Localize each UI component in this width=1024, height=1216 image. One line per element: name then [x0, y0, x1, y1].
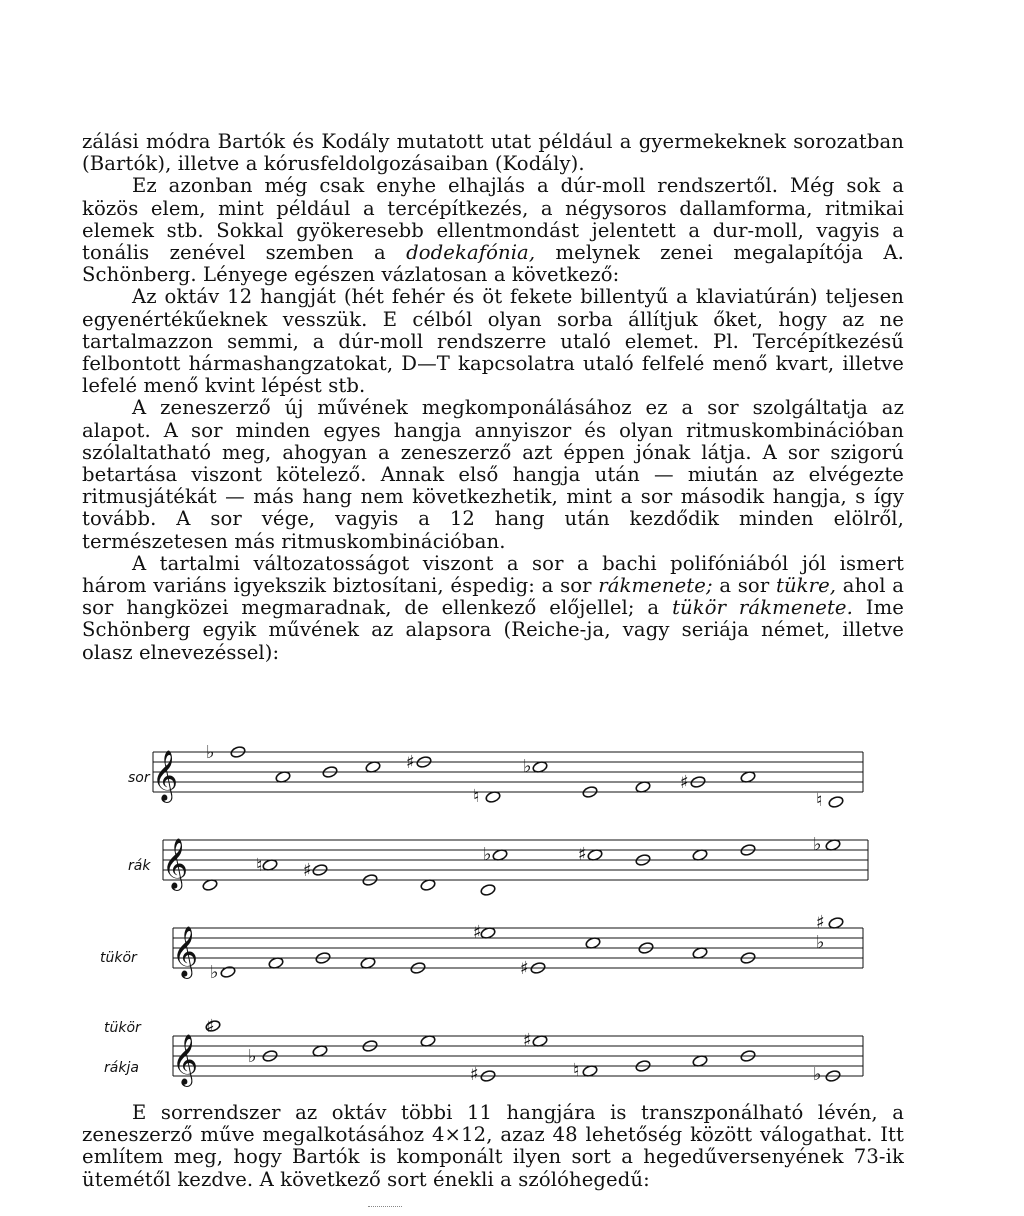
svg-text:♭: ♭ — [813, 834, 822, 855]
svg-text:♭: ♭ — [210, 962, 219, 983]
paragraph-2 — [82, 175, 904, 286]
paragraph-5-tail: Ime Schönberg egyik művének az alapsora (Reiche-ja, vagy seriája német, illetve olasz elnevezéssel): — [82, 596, 905, 664]
term-tukor-rakmenete: tükör rákmenete. — [672, 596, 853, 620]
svg-text:♭: ♭ — [248, 1046, 257, 1067]
staff-sor — [153, 752, 863, 792]
paragraph-5-mid-1: a sor — [712, 574, 776, 598]
music-example — [98, 740, 898, 1090]
treble-clef-icon: 𝄞 — [152, 750, 179, 801]
staff-label-rak: rák — [128, 858, 151, 874]
term-tukre: tükre, — [775, 574, 837, 598]
staff-label-tukor: tükör — [100, 950, 137, 966]
svg-text:♯: ♯ — [520, 958, 529, 979]
paragraph-5 — [82, 553, 904, 664]
page-footer-mark — [368, 1206, 402, 1209]
paragraph-3: Az oktáv 12 hangját (hét fehér és öt fekete billentyű a klaviatúrán) teljesen egyenértékűeknek vesszük. E célból olyan sorba állítjuk őket, hogy az ne tartalmazzon semmi, a dúr-moll rendszerre utaló elemet. Pl. Tercépítkezésű felbontott hármashangzatokat, D—T kapcsolatra utaló felfelé menő kvart, illetve lefelé menő kvint lépést stb. — [82, 285, 904, 398]
staff-tukor — [173, 928, 863, 968]
accidentals — [206, 742, 825, 1085]
svg-text:♭: ♭ — [483, 844, 492, 865]
svg-text:♯: ♯ — [680, 772, 689, 793]
svg-text:♮: ♮ — [256, 855, 263, 876]
treble-clef-icon: 𝄞 — [172, 926, 199, 977]
treble-clef-icon: 𝄞 — [172, 1034, 199, 1085]
staff-label-tukor-2: tükör — [104, 1020, 141, 1036]
svg-text:♭: ♭ — [813, 1064, 822, 1085]
svg-text:♯: ♯ — [303, 860, 312, 881]
paragraph-5-text: A tartalmi változatosságot viszont a sor a bachi polifóniából jól ismert három variáns igyekszik biztosítani, éspedig: a sor — [82, 551, 904, 598]
paragraph-5-mid-2: ahol a sor hangközei megmaradnak, de ellenkező előjellel; a — [82, 574, 905, 620]
term-dodekafonia: dodekafónia, — [406, 241, 536, 265]
body-text-bottom — [82, 1102, 904, 1191]
svg-text:♭: ♭ — [523, 756, 532, 777]
svg-text:♯: ♯ — [578, 844, 587, 865]
svg-text:♯: ♯ — [470, 1064, 479, 1085]
paragraph-6: E sorrendszer az oktáv többi 11 hangjára is transzponálható lévén, a zeneszerző műve megalkotásához 4×12, azaz 48 lehetőség között válogathat. Itt említem meg, hogy Bartók is komponált ilyen sort a hegedűversenyének 73-ik ütemétől kezdve. A következő sort énekli a szólóhegedű: — [82, 1101, 904, 1191]
staff-label-rakja: rákja — [104, 1060, 139, 1076]
svg-text:♮: ♮ — [473, 786, 480, 807]
svg-text:♯: ♯ — [816, 912, 825, 933]
svg-text:♯: ♯ — [523, 1030, 532, 1051]
svg-text:♭: ♭ — [206, 742, 215, 763]
body-text-top — [82, 131, 904, 664]
paragraph-4: A zeneszerző új művének megkomponálásához ez a sor szolgáltatja az alapot. A sor minden egyes hangja annyiszor és olyan ritmuskombinációban szólaltatható meg, ahogyan a zeneszerző azt éppen jónak látja. A sor szigorú betartása viszont kötelező. Annak első hangja után — miután az elvégezte ritmusjátékát — más hang nem következhetik, mint a sor második hangja, s így tovább. A sor vége, vagyis a 12 hang után kezdődik minden elölről, természetesen más ritmuskombinációban. — [82, 396, 904, 553]
paragraph-1: zálási módra Bartók és Kodály mutatott utat például a gyermekeknek sorozatban (Bartók), illetve a kórusfeldolgozásaiban (Kodály). — [82, 130, 904, 176]
paragraph-2-tail: melynek zenei megalapítója A. Schönberg. Lényege egészen vázlatosan a következő: — [82, 241, 904, 287]
svg-text:♯: ♯ — [206, 1016, 215, 1037]
treble-clef-icon: 𝄞 — [162, 838, 189, 889]
svg-text:♯: ♯ — [406, 752, 415, 773]
term-rakmenete: rákmenete; — [598, 574, 713, 598]
paragraph-2-text: Ez azonban még csak enyhe elhajlás a dúr-moll rendszertől. Még sok a közös elem, mint például a tercépítkezés, a négysoros dallamforma, ritmikai elemek stb. Sokkal gyökeresebb ellentmondást jelentett a dur-moll, vagyis a tonális zenével szemben a — [82, 174, 904, 265]
svg-text:♭: ♭ — [816, 932, 825, 953]
svg-text:♮: ♮ — [573, 1060, 580, 1081]
svg-text:♯: ♯ — [473, 922, 482, 943]
music-notation-figure — [98, 740, 898, 1090]
svg-text:♮: ♮ — [816, 790, 823, 811]
staff-label-sor: sor — [128, 770, 150, 786]
